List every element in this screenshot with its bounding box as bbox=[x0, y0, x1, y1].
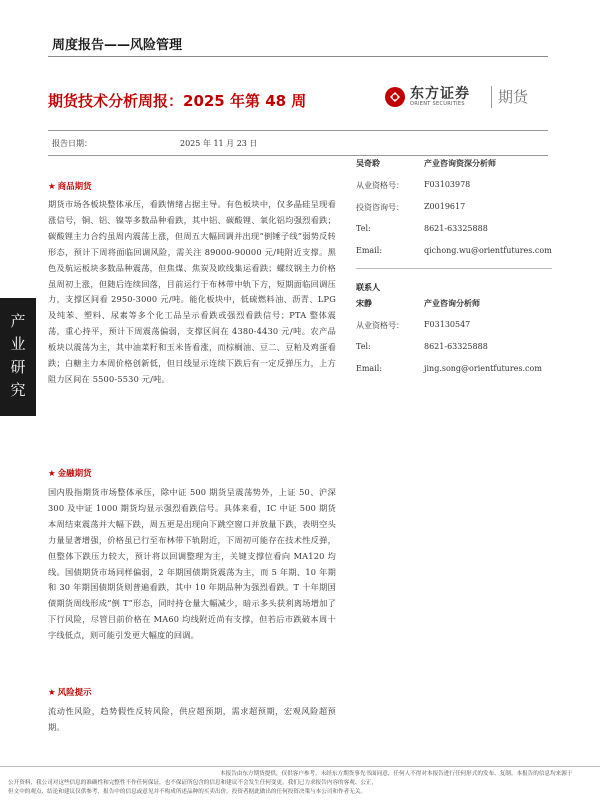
star-icon: ★ bbox=[48, 469, 56, 479]
analyst-name-row bbox=[356, 298, 556, 320]
report-date-value: 2025 年 11 月 23 日 bbox=[180, 139, 258, 148]
section-heading-text: 商品期货 bbox=[57, 182, 92, 192]
orient-securities-logo bbox=[384, 84, 554, 110]
disclaimer-line: 公开资料，我公司对这些信息的准确性和完整性不作任何保证，也不保证所包含的信息和建议不会发生任何变更。我们已力求报告内容的客观、公正， bbox=[8, 780, 378, 786]
analyst-info-row bbox=[356, 180, 556, 202]
info-value: Z0019617 bbox=[424, 202, 466, 211]
contact-person-heading: 联系人 bbox=[356, 283, 380, 292]
orient-logo-icon bbox=[384, 86, 406, 108]
star-icon: ★ bbox=[48, 688, 56, 698]
analyst-info-row bbox=[356, 224, 556, 246]
analyst-info-row bbox=[356, 246, 556, 268]
info-label: 投资咨询号： bbox=[356, 203, 404, 212]
info-value: F03130547 bbox=[424, 320, 471, 329]
side-category-tab bbox=[0, 298, 36, 416]
info-label: 从业资格号： bbox=[356, 321, 404, 330]
section-body-commodity: 期货市场各板块整体承压，看跌情绪占据主导。有色板块中，仅多晶硅呈现看涨信号，铜、铝、镍等多数品种看跌，其中铝、碳酸锂、氧化铝均强烈看跌；碳酸锂主力合约虽周内震荡上涨，但周五大幅回调并出现“倒锤子线”弱势反转形态，预计下周将面临回调风险，需关注 89000-90000 元/吨附近支撑。黑色及航运板块多数品种震荡，但焦煤、焦炭及欧线集运看跌；螺纹钢主力价格虽周初上涨，但随后连续回落，目前运行于布林带中轨下方，短期面临回调压力，支撑区间看 2950-3000 元/吨。能化板块中，低硫燃料油、沥青、LPG 及纯苯、塑料、尿素等多个化工品呈示看跌或强烈看跌信号；PTA 整体震荡，重心持平，预计下周震荡偏弱，支撑区间在 4380-4430 元/吨。农产品板块以震荡为主，其中油菜籽和玉米皆看涨，而棕榈油、豆二、豆粕及鸡蛋看跌；白糖主力本周价格创新低，但日线显示连续下跌后有一定反弹压力，上方阻力区间在 5500-5530 元/吨。 bbox=[48, 199, 336, 384]
analyst-email[interactable]: jing.song@orientfutures.com bbox=[424, 364, 542, 373]
analyst-info-row bbox=[356, 342, 556, 364]
info-label: Tel: bbox=[356, 224, 371, 233]
info-value: 8621-63325888 bbox=[424, 224, 488, 233]
analyst-title: 产业咨询分析师 bbox=[424, 299, 480, 308]
star-icon: ★ bbox=[48, 182, 56, 192]
logo-name-en: ORIENT SECURITIES bbox=[410, 101, 465, 107]
logo-futures: 期货 bbox=[498, 88, 529, 106]
info-label: Tel: bbox=[356, 342, 371, 351]
disclaimer-line: 本报告由东方期货提供，仅供客户参考。未经东方期货事先书面同意，任何人不得对本报告进行任何形式的发布、复制。本报告的信息均来源于 bbox=[220, 771, 573, 777]
analyst-card-primary bbox=[356, 158, 556, 268]
logo-name-cn: 东方证券 bbox=[410, 86, 470, 102]
section-heading-risk bbox=[48, 686, 92, 698]
report-date-label: 报告日期： bbox=[52, 139, 92, 148]
section-heading-commodity bbox=[48, 180, 92, 192]
section-heading-financial bbox=[48, 467, 92, 479]
info-label: 从业资格号： bbox=[356, 181, 404, 190]
analyst-card-contact bbox=[356, 298, 556, 386]
info-value: F03103978 bbox=[424, 180, 471, 189]
section-body-financial: 国内股指期货市场整体承压，除中证 500 期货呈震荡势外，上证 50、沪深 300 及中证 1000 期货均显示强烈看跌信号。具体来看，IC 中证 500 期货本周结束震荡并大幅下跌，周五更是出现向下跳空窗口并放量下跌，表明空头力量显著增强，价格虽已行至布林带下轨附近，下周初可能存在技术性反弹，但整体下跌压力较大，预计将以回调整理为主，关键支撑位看向 MA120 均线。国债期货市场同样偏弱，2 年期国债期货震荡为主，而 5 年期、10 年期和 30 年期国债期货则普遍看跌，其中 10 年期品种为强烈看跌。T 十年期国债期货周线形成“倒 T”形态，同时持仓量大幅减少，暗示多头获利离场增加了下行风险，尽管目前价格在 MA60 均线附近尚有支撑，但若后市跌破本周十字线低点，则可能引发更大幅度的回调。 bbox=[48, 487, 336, 641]
analyst-info-row bbox=[356, 202, 556, 224]
footer-divider bbox=[0, 766, 600, 767]
date-row-bottom-border bbox=[48, 155, 548, 156]
analyst-name-row bbox=[356, 158, 556, 180]
analyst-title: 产业咨询资深分析师 bbox=[424, 159, 496, 168]
disclaimer-line: 但文中的观点、结论和建议仅供参考，报告中的信息或意见并不构成所述品种的买卖出价，投资者据此做出的任何投资决策与本公司和作者无关。 bbox=[8, 789, 367, 795]
header-divider bbox=[48, 56, 548, 57]
report-title: 期货技术分析周报：2025 年第 48 周 bbox=[48, 92, 307, 110]
section-heading-text: 金融期货 bbox=[57, 469, 92, 479]
section-heading-text: 风险提示 bbox=[57, 688, 92, 698]
side-category-label: 产业研究 bbox=[10, 312, 26, 399]
info-label: Email: bbox=[356, 246, 383, 255]
analyst-name: 宋静 bbox=[356, 298, 372, 308]
analyst-name: 吴奇聆 bbox=[356, 158, 380, 168]
analyst-info-row bbox=[356, 320, 556, 342]
info-label: Email: bbox=[356, 364, 383, 373]
logo-separator bbox=[491, 86, 492, 108]
info-value: 8621-63325888 bbox=[424, 342, 488, 351]
date-row-top-border bbox=[48, 130, 548, 131]
analyst-email[interactable]: qichong.wu@orientfutures.com bbox=[424, 246, 552, 255]
analyst-info-row bbox=[356, 364, 556, 386]
report-category: 周度报告——风险管理 bbox=[52, 38, 183, 53]
contact-divider bbox=[356, 268, 552, 269]
section-body-risk: 流动性风险，趋势假性反转风险，供应超预期，需求超预期，宏观风险超预期。 bbox=[48, 706, 336, 732]
